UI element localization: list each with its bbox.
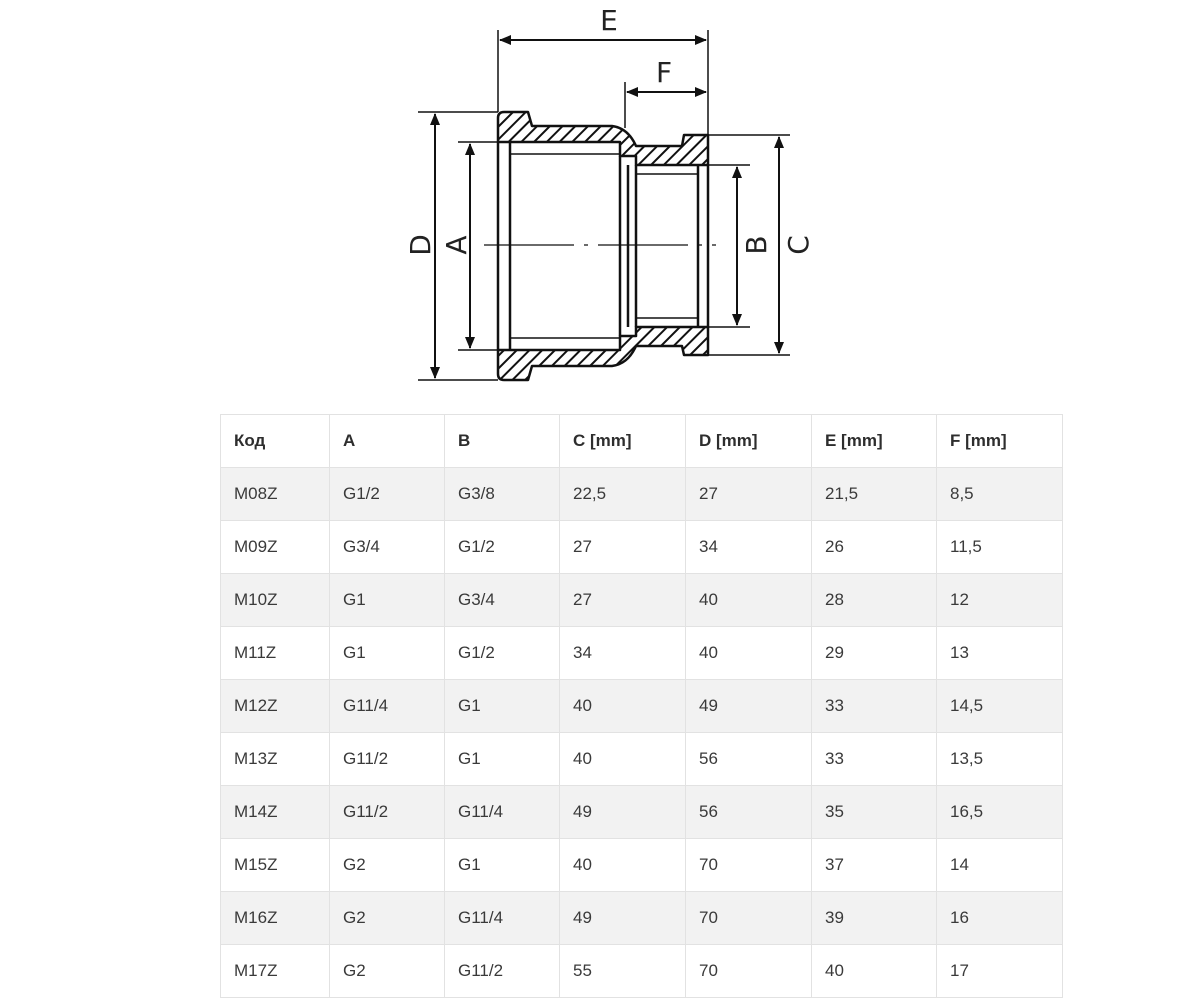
table-cell: 12 [937,574,1063,627]
table-cell: G3/8 [445,468,560,521]
table-cell: 56 [686,786,812,839]
dimensions-table [220,414,1063,998]
table-cell: 34 [560,627,686,680]
table-cell: 27 [686,468,812,521]
table-cell: M11Z [221,627,330,680]
table-cell: 33 [812,680,937,733]
table-cell: 40 [560,733,686,786]
table-cell: M09Z [221,521,330,574]
table-cell: 56 [686,733,812,786]
table-cell: 49 [686,680,812,733]
table-cell: G1/2 [445,627,560,680]
table-cell: 29 [812,627,937,680]
table-cell: M14Z [221,786,330,839]
table-cell: M16Z [221,892,330,945]
table-cell: G1 [445,733,560,786]
table-cell: 40 [686,574,812,627]
table-cell: 14,5 [937,680,1063,733]
table-cell: 22,5 [560,468,686,521]
table-cell: G2 [330,839,445,892]
table-row [221,627,1063,680]
table-cell: M17Z [221,945,330,998]
table-cell: G11/4 [445,892,560,945]
table-cell: G3/4 [330,521,445,574]
table-cell: 14 [937,839,1063,892]
table-row [221,468,1063,521]
table-row [221,839,1063,892]
extension-lines [418,30,790,380]
table-cell: 27 [560,521,686,574]
table-row [221,521,1063,574]
table-cell: G1 [330,627,445,680]
table-cell: 33 [812,733,937,786]
table-cell: 40 [812,945,937,998]
header-cell-f: F [mm] [937,415,1063,468]
table-cell: G11/2 [330,733,445,786]
table-cell: 13,5 [937,733,1063,786]
dim-label-e: E [600,4,618,37]
table-cell: 49 [560,892,686,945]
table-cell: G2 [330,892,445,945]
dim-label-c: C [782,235,815,255]
table-cell: M15Z [221,839,330,892]
dim-label-a: A [440,235,473,255]
table-cell: M13Z [221,733,330,786]
dim-label-f: F [655,56,673,89]
table-row [221,892,1063,945]
header-cell-e: E [mm] [812,415,937,468]
table-cell: M08Z [221,468,330,521]
table-cell: M12Z [221,680,330,733]
technical-drawing [380,0,830,390]
table-cell: 11,5 [937,521,1063,574]
table-cell: G1 [445,839,560,892]
table-row [221,733,1063,786]
table-cell: 55 [560,945,686,998]
dim-label-b: B [740,235,773,255]
table-row [221,786,1063,839]
table-cell: G11/2 [445,945,560,998]
table-cell: 21,5 [812,468,937,521]
table-cell: 40 [560,680,686,733]
table-cell: 70 [686,945,812,998]
table-cell: 34 [686,521,812,574]
table-cell: 26 [812,521,937,574]
table-cell: G3/4 [445,574,560,627]
table-cell: G11/4 [330,680,445,733]
table-cell: G1/2 [445,521,560,574]
table-cell: 70 [686,892,812,945]
table-cell: 27 [560,574,686,627]
header-cell-code: Код [221,415,330,468]
table-cell: 16,5 [937,786,1063,839]
table-cell: 13 [937,627,1063,680]
table-cell: G2 [330,945,445,998]
table-cell: 40 [560,839,686,892]
table-row [221,680,1063,733]
table-cell: 49 [560,786,686,839]
table-cell: 17 [937,945,1063,998]
table-cell: M10Z [221,574,330,627]
table-cell: 16 [937,892,1063,945]
dim-label-d: D [404,234,437,256]
table-row [221,945,1063,998]
table-cell: 37 [812,839,937,892]
table-cell: 70 [686,839,812,892]
table-cell: G11/4 [445,786,560,839]
table-cell: 39 [812,892,937,945]
header-cell-b: B [445,415,560,468]
fitting-section [498,112,708,380]
table-cell: G1 [445,680,560,733]
header-cell-d: D [mm] [686,415,812,468]
table-cell: 35 [812,786,937,839]
table-row [221,574,1063,627]
table-cell: G1/2 [330,468,445,521]
table-cell: G11/2 [330,786,445,839]
table-cell: G1 [330,574,445,627]
table-cell: 28 [812,574,937,627]
table-cell: 8,5 [937,468,1063,521]
header-cell-c: C [mm] [560,415,686,468]
table-cell: 40 [686,627,812,680]
table-header-row [221,415,1063,468]
header-cell-a: A [330,415,445,468]
